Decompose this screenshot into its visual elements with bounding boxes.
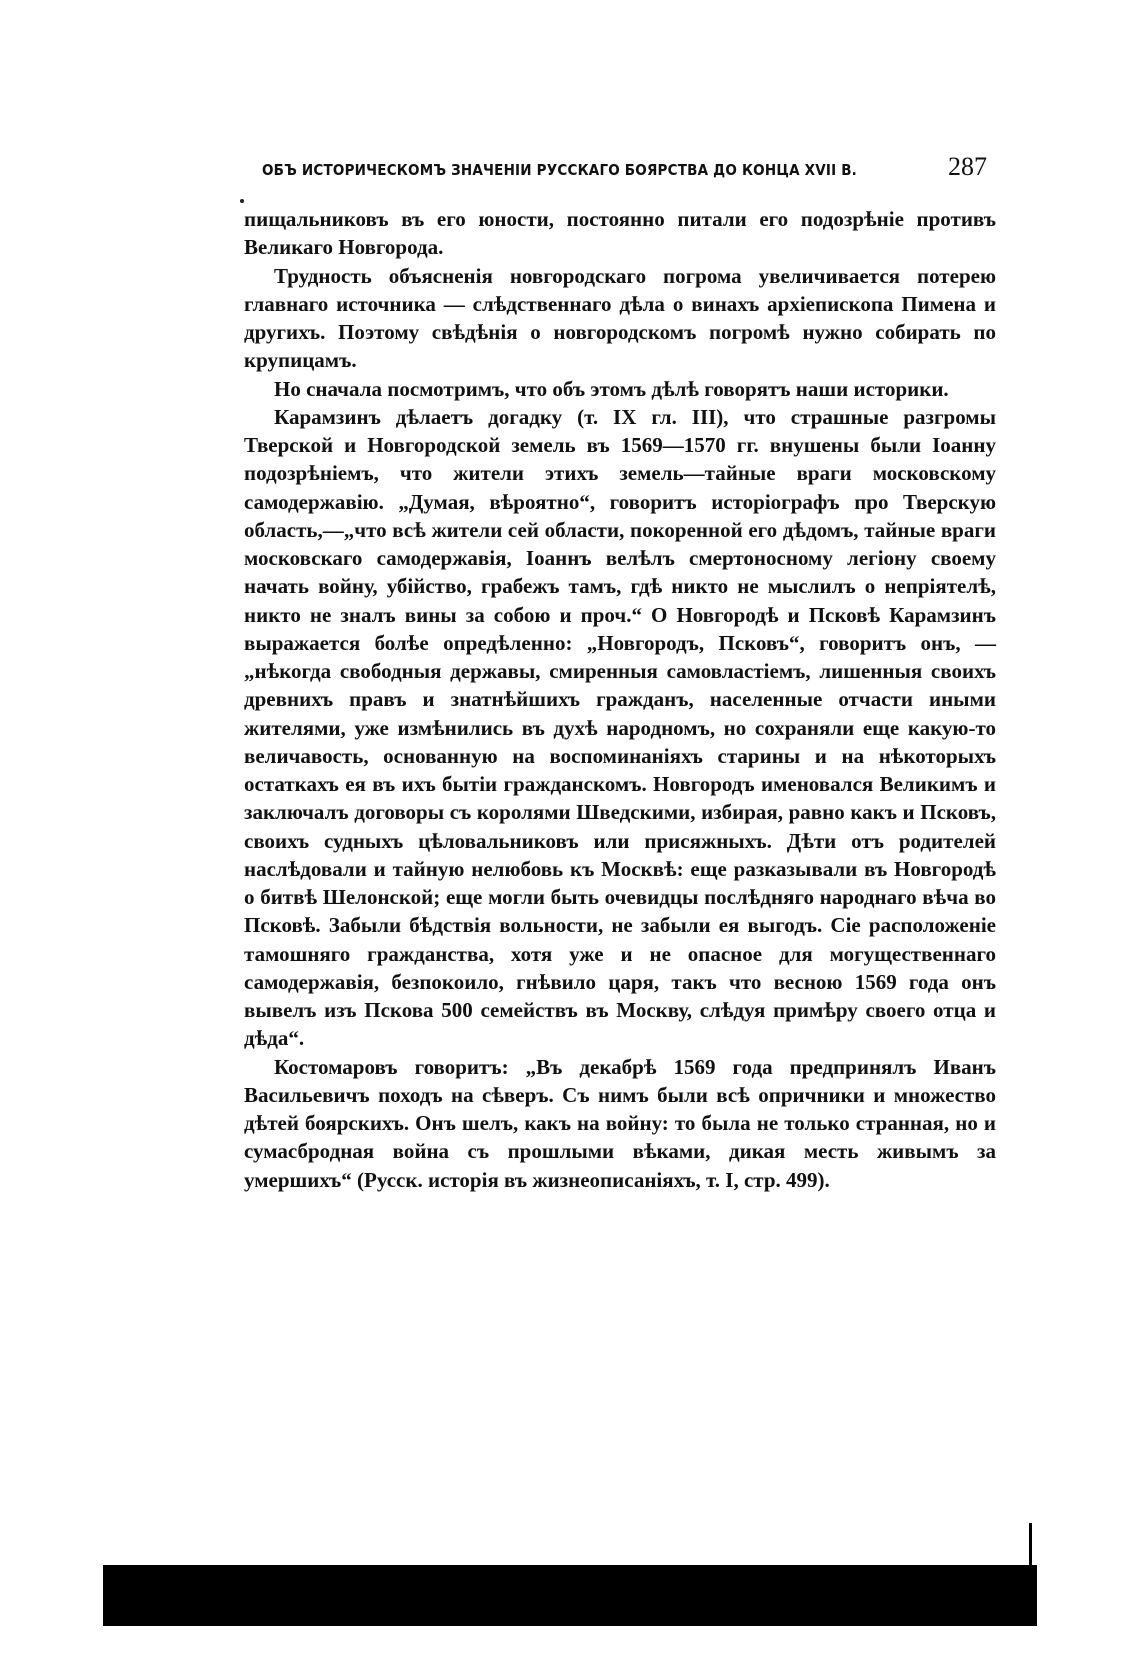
body-text [244, 205, 996, 1194]
paragraph: Трудность объясненія новгородскаго погрома увеличивается потерею главнаго источника — слѣдственнаго дѣла о винахъ архіепископа Пимена и другихъ. Поэтому свѣдѣнія о новгородскомъ погромѣ нужно собирать по крупицамъ. [244, 263, 996, 373]
scan-bottom-border [103, 1565, 1037, 1626]
scan-speck [240, 199, 244, 203]
paragraph: Костомаровъ говоритъ: „Въ декабрѣ 1569 года предпринялъ Иванъ Васильевичъ походъ на сѣверъ. Съ нимъ были всѣ опричники и множество дѣтей боярскихъ. Онъ шелъ, какъ на войну: то была не только странная, но и сумасбродная война съ прошлыми вѣками, дикая месть живымъ за умершихъ“ (Русск. исторія въ жизнеописаніяхъ, т. I, стр. 499). [244, 1054, 996, 1192]
running-title: ОБЪ ИСТОРИЧЕСКОМЪ ЗНАЧЕНІИ РУССКАГО БОЯРСТВА ДО КОНЦА XVII В. [262, 161, 858, 179]
page-number: 287 [948, 152, 987, 181]
paragraph: Карамзинъ дѣлаетъ догадку (т. IX гл. III), что страшные разгромы Тверской и Новгородской земель въ 1569—1570 гг. внушены были Іоанну подозрѣніемъ, что жители этихъ земель—тайные враги московскому самодержавію. „Думая, вѣроятно“, говоритъ исторіографъ про Тверскую область,—„что всѣ жители сей области, покоренной его дѣдомъ, тайные враги московскаго самодержавія, Іоаннъ велѣлъ смертоносному легіону своему начать войну, убійство, грабежъ тамъ, гдѣ никто не мыслилъ о непріятелѣ, никто не зналъ вины за собою и проч.“ О Новгородѣ и Псковѣ Карамзинъ выражается болѣе опредѣленно: „Новгородъ, Псковъ“, говоритъ онъ, — „нѣкогда свободныя державы, смиренныя самовластіемъ, лишенныя своихъ древнихъ правъ и знатнѣйшихъ гражданъ, населенные отчасти иными жителями, уже измѣнились въ духѣ народномъ, но сохраняли еще какую-то величавость, основанную на воспоминаніяхъ старины и на нѣкоторыхъ остаткахъ ея въ ихъ бытіи гражданскомъ. Новгородъ именовался Великимъ и заключалъ договоры съ королями Шведскими, избирая, равно какъ и Псковъ, своихъ судныхъ цѣловальниковъ или присяжныхъ. Дѣти отъ родителей наслѣдовали и тайную нелюбовь къ Москвѣ: еще разказывали въ Новгородѣ о битвѣ Шелонской; еще могли быть очевидцы послѣдняго народнаго вѣча во Псковѣ. Забыли бѣдствія вольности, не забыли ея выгодъ. Сіе расположеніе тамошняго гражданства, хотя уже и не опасное для могущественнаго самодержавія, безпокоило, гнѣвило царя, такъ что весною 1569 года онъ вывелъ изъ Пскова 500 семействъ въ Москву, слѣдуя примѣру своего отца и дѣда“. [244, 404, 996, 1051]
running-header [262, 152, 987, 186]
scan-edge-mark [1029, 1523, 1032, 1566]
paragraph-continuation: пищальниковъ въ его юности, постоянно питали его подозрѣніе противъ Великаго Новгорода. [244, 207, 996, 260]
paragraph: Но сначала посмотримъ, что объ этомъ дѣлѣ говорятъ наши историки. [274, 376, 949, 401]
